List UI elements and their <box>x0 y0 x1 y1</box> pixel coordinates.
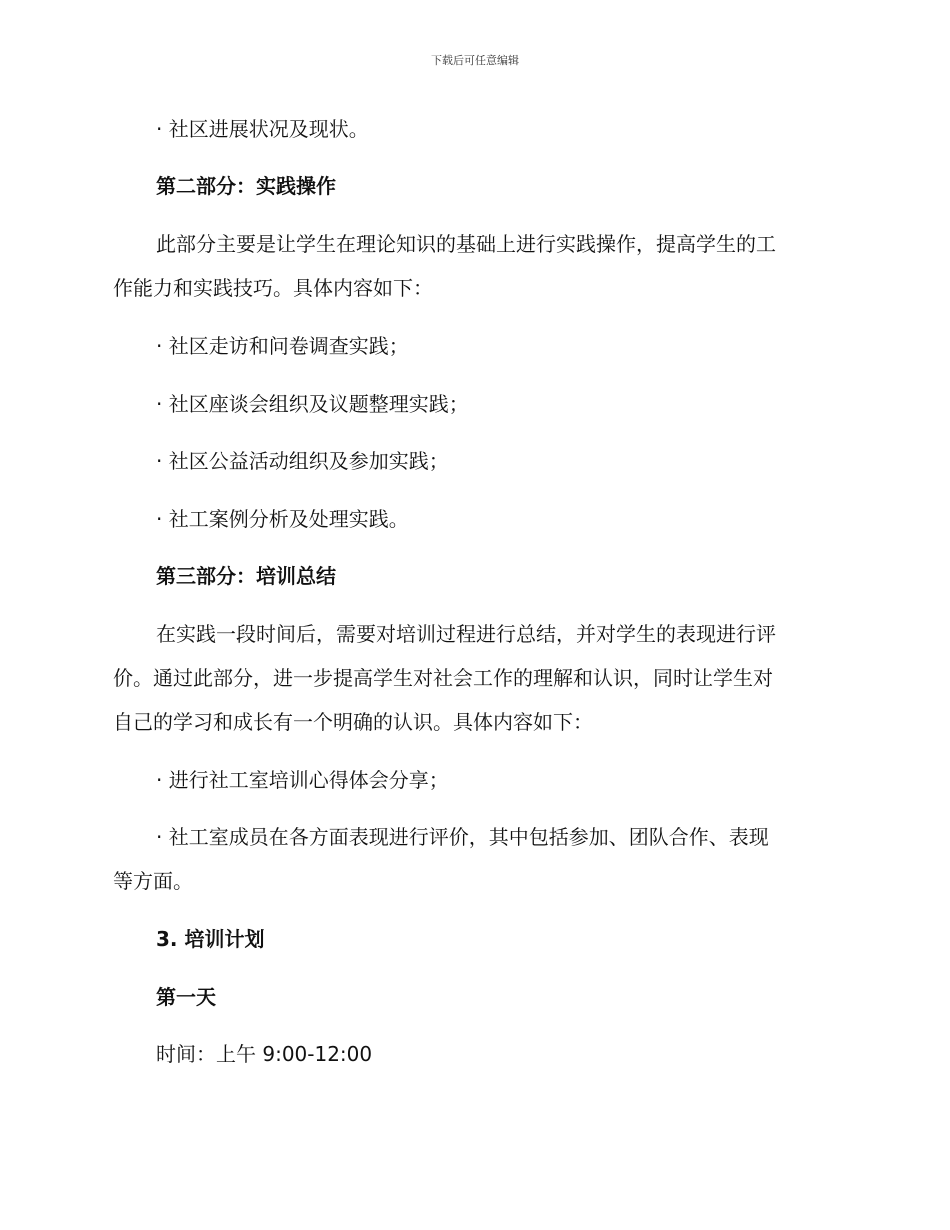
bullet-public-welfare: · 社区公益活动组织及参加实践； <box>156 449 449 473</box>
paragraph-practice-line-1: 此部分主要是让学生在理论知识的基础上进行实践操作，提高学生的工 <box>156 232 776 256</box>
bullet-case-analysis: · 社工案例分析及处理实践。 <box>156 507 409 531</box>
bullet-experience-sharing: · 进行社工室培训心得体会分享； <box>156 768 449 792</box>
page-header: 下载后可任意编辑 <box>431 54 519 67</box>
section-heading-summary: 第三部分：培训总结 <box>156 564 336 588</box>
bullet-forum-organizing: · 社区座谈会组织及议题整理实践； <box>156 392 469 416</box>
bullet-community-status: · 社区进展状况及现状。 <box>156 117 369 141</box>
bullet-member-evaluation-line-2: 等方面。 <box>113 869 193 893</box>
paragraph-summary-line-1: 在实践一段时间后，需要对培训过程进行总结，并对学生的表现进行评 <box>156 622 776 646</box>
bullet-visit-survey: · 社区走访和问卷调查实践； <box>156 334 409 358</box>
section-heading-practice: 第二部分：实践操作 <box>156 174 336 198</box>
paragraph-summary-line-3: 自己的学习和成长有一个明确的认识。具体内容如下： <box>113 710 593 734</box>
section-heading-training-plan: 3. 培训计划 <box>156 927 265 951</box>
subheading-day-one: 第一天 <box>156 985 216 1009</box>
paragraph-summary-line-2: 价。通过此部分，进一步提高学生对社会工作的理解和认识，同时让学生对 <box>113 666 773 690</box>
bullet-member-evaluation-line-1: · 社工室成员在各方面表现进行评价，其中包括参加、团队合作、表现 <box>156 825 769 849</box>
paragraph-practice-line-2: 作能力和实践技巧。具体内容如下： <box>113 276 433 300</box>
schedule-time: 时间：上午 9:00-12:00 <box>156 1042 373 1066</box>
